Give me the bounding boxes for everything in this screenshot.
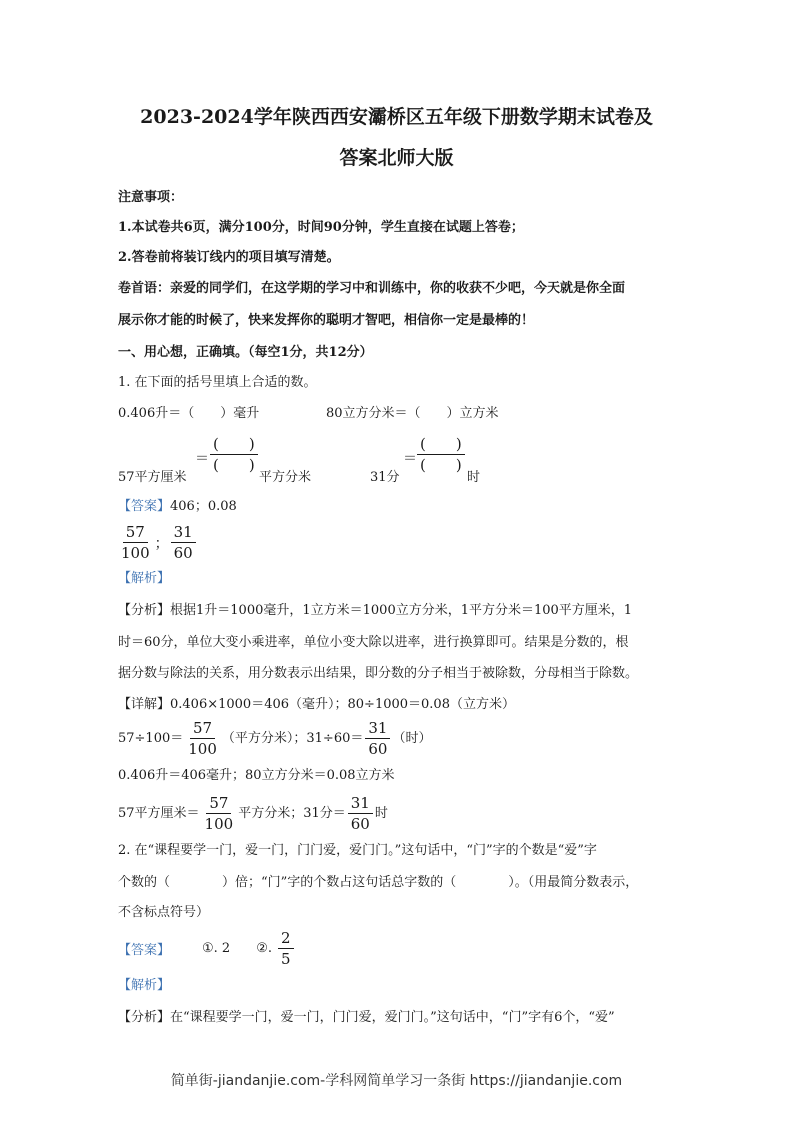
q1-stem: 1. 在下面的括号里填上合适的数。 — [118, 375, 317, 390]
fraction-blank-numerator: ( ) — [417, 434, 465, 455]
section1-heading: 一、用心想，正确填。（每空1分，共12分） — [118, 345, 373, 360]
detail-text: （平方分米）；31÷60＝ — [221, 730, 364, 746]
q1-analysis-tag: 【解析】 — [118, 571, 171, 586]
detail-text: 平方分米；31分＝ — [238, 805, 346, 821]
preface-line-1: 卷首语：亲爱的同学们，在这学期的学习中和训练中，你的收获不少吧，今天就是你全面 — [118, 281, 626, 296]
q1-detail-line-4 — [118, 793, 388, 834]
q1-answer-fractions — [116, 522, 198, 563]
q2-answer-2-label: ②. — [256, 941, 273, 956]
answer-fraction-2-denominator: 60 — [173, 544, 193, 562]
document-title-line1: 2023-2024学年陕西西安灞桥区五年级下册数学期末试卷及 — [140, 106, 653, 128]
q1-part-b-left-fraction — [208, 434, 260, 475]
answer-separator: ； — [154, 535, 169, 552]
notes-item-2: 2.答卷前将装订线内的项目填写清楚。 — [118, 250, 340, 265]
detail-text: 57÷100＝ — [118, 730, 184, 746]
q1-part-b-right-prefix: 31分 — [370, 470, 400, 485]
q1-part-b-right-eq: ＝ — [403, 451, 417, 467]
q1-part-a-right: 80立方分米＝（ ）立方米 — [326, 406, 499, 421]
detail-fraction-numerator: 57 — [190, 718, 215, 739]
q1-analysis-line-1: 【分析】根据1升＝1000毫升，1立方米＝1000立方分米，1平方分米＝100平方厘米，1 — [118, 603, 633, 618]
detail-fraction-numerator: 31 — [365, 718, 390, 739]
q1-analysis-line-2: 时＝60分，单位大变小乘进率，单位小变大除以进率，进行换算即可。结果是分数的，根 — [118, 635, 629, 650]
page-footer: 简单街-jiandanjie.com-学科网简单学习一条街 https://jiandanjie.com — [170, 1073, 623, 1089]
q1-part-b-left-prefix: 57平方厘米 — [118, 470, 187, 485]
answer-tag: 【答案】 — [118, 499, 171, 514]
fraction-blank-numerator: ( ) — [210, 434, 258, 455]
detail-fraction-denominator: 100 — [188, 740, 217, 758]
q1-part-a-left: 0.406升＝（ ）毫升 — [118, 406, 260, 421]
detail-text: （时） — [392, 730, 432, 746]
detail-fraction-denominator: 60 — [350, 815, 370, 833]
notes-heading: 注意事项： — [118, 190, 184, 205]
q1-detail-line-1: 【详解】0.406×1000＝406（毫升）；80÷1000＝0.08（立方米） — [118, 697, 515, 712]
q1-part-b-left-eq: ＝ — [195, 451, 209, 467]
fraction-blank-denominator: ( ) — [213, 456, 255, 474]
q1-part-b-right-suffix: 时 — [467, 470, 481, 485]
q1-detail-line-3: 0.406升＝406毫升；80立方分米＝0.08立方米 — [118, 768, 395, 783]
q1-part-b-right-fraction — [415, 434, 467, 475]
detail-fraction-denominator: 100 — [204, 815, 234, 833]
fraction-blank-denominator: ( ) — [420, 456, 462, 474]
q1-part-b-left-suffix: 平方分米 — [259, 470, 312, 485]
detail-fraction-numerator: 57 — [206, 793, 231, 814]
q1-detail-line-2 — [118, 718, 431, 759]
q1-answer-text: 406；0.08 — [170, 499, 237, 514]
detail-fraction-denominator: 60 — [368, 740, 388, 758]
answer-fraction-1-denominator: 100 — [121, 544, 150, 562]
answer-tag: 【答案】 — [118, 943, 171, 958]
q1-answer-line — [118, 498, 237, 516]
q2-stem-line-3: 不含标点符号） — [118, 905, 210, 920]
notes-item-1: 1.本试卷共6页，满分100分，时间90分钟，学生直接在试题上答卷； — [118, 220, 524, 235]
detail-text: 时 — [374, 805, 388, 821]
q2-answer-numerator: 2 — [278, 928, 294, 949]
q2-analysis-tag: 【解析】 — [118, 978, 171, 993]
q2-answer-denominator: 5 — [281, 950, 291, 968]
answer-fraction-2-numerator: 31 — [171, 522, 196, 543]
detail-fraction-numerator: 31 — [348, 793, 373, 814]
q2-answer-line — [118, 928, 296, 969]
detail-text: 57平方厘米＝ — [118, 805, 200, 821]
answer-fraction-1-numerator: 57 — [123, 522, 148, 543]
document-title-line2: 答案北师大版 — [339, 147, 454, 169]
q2-stem-line-1: 2. 在“课程要学一门，爱一门，门门爱，爱门门。”这句话中，“门”字的个数是“爱”字 — [118, 843, 597, 858]
q2-stem-line-2: 个数的（ ）倍；“门”字的个数占这句话总字数的（ ）。（用最简分数表示， — [118, 875, 639, 890]
preface-line-2: 展示你才能的时候了，快来发挥你的聪明才智吧，相信你一定是最棒的！ — [118, 313, 535, 328]
q2-answer-1: ①. 2 — [202, 941, 231, 956]
q2-analysis-line-1: 【分析】在“课程要学一门，爱一门，门门爱，爱门门。”这句话中，“门”字有6个，“爱” — [118, 1010, 615, 1025]
q1-analysis-line-3: 据分数与除法的关系，用分数表示出结果，即分数的分子相当于被除数，分母相当于除数。 — [118, 666, 639, 681]
